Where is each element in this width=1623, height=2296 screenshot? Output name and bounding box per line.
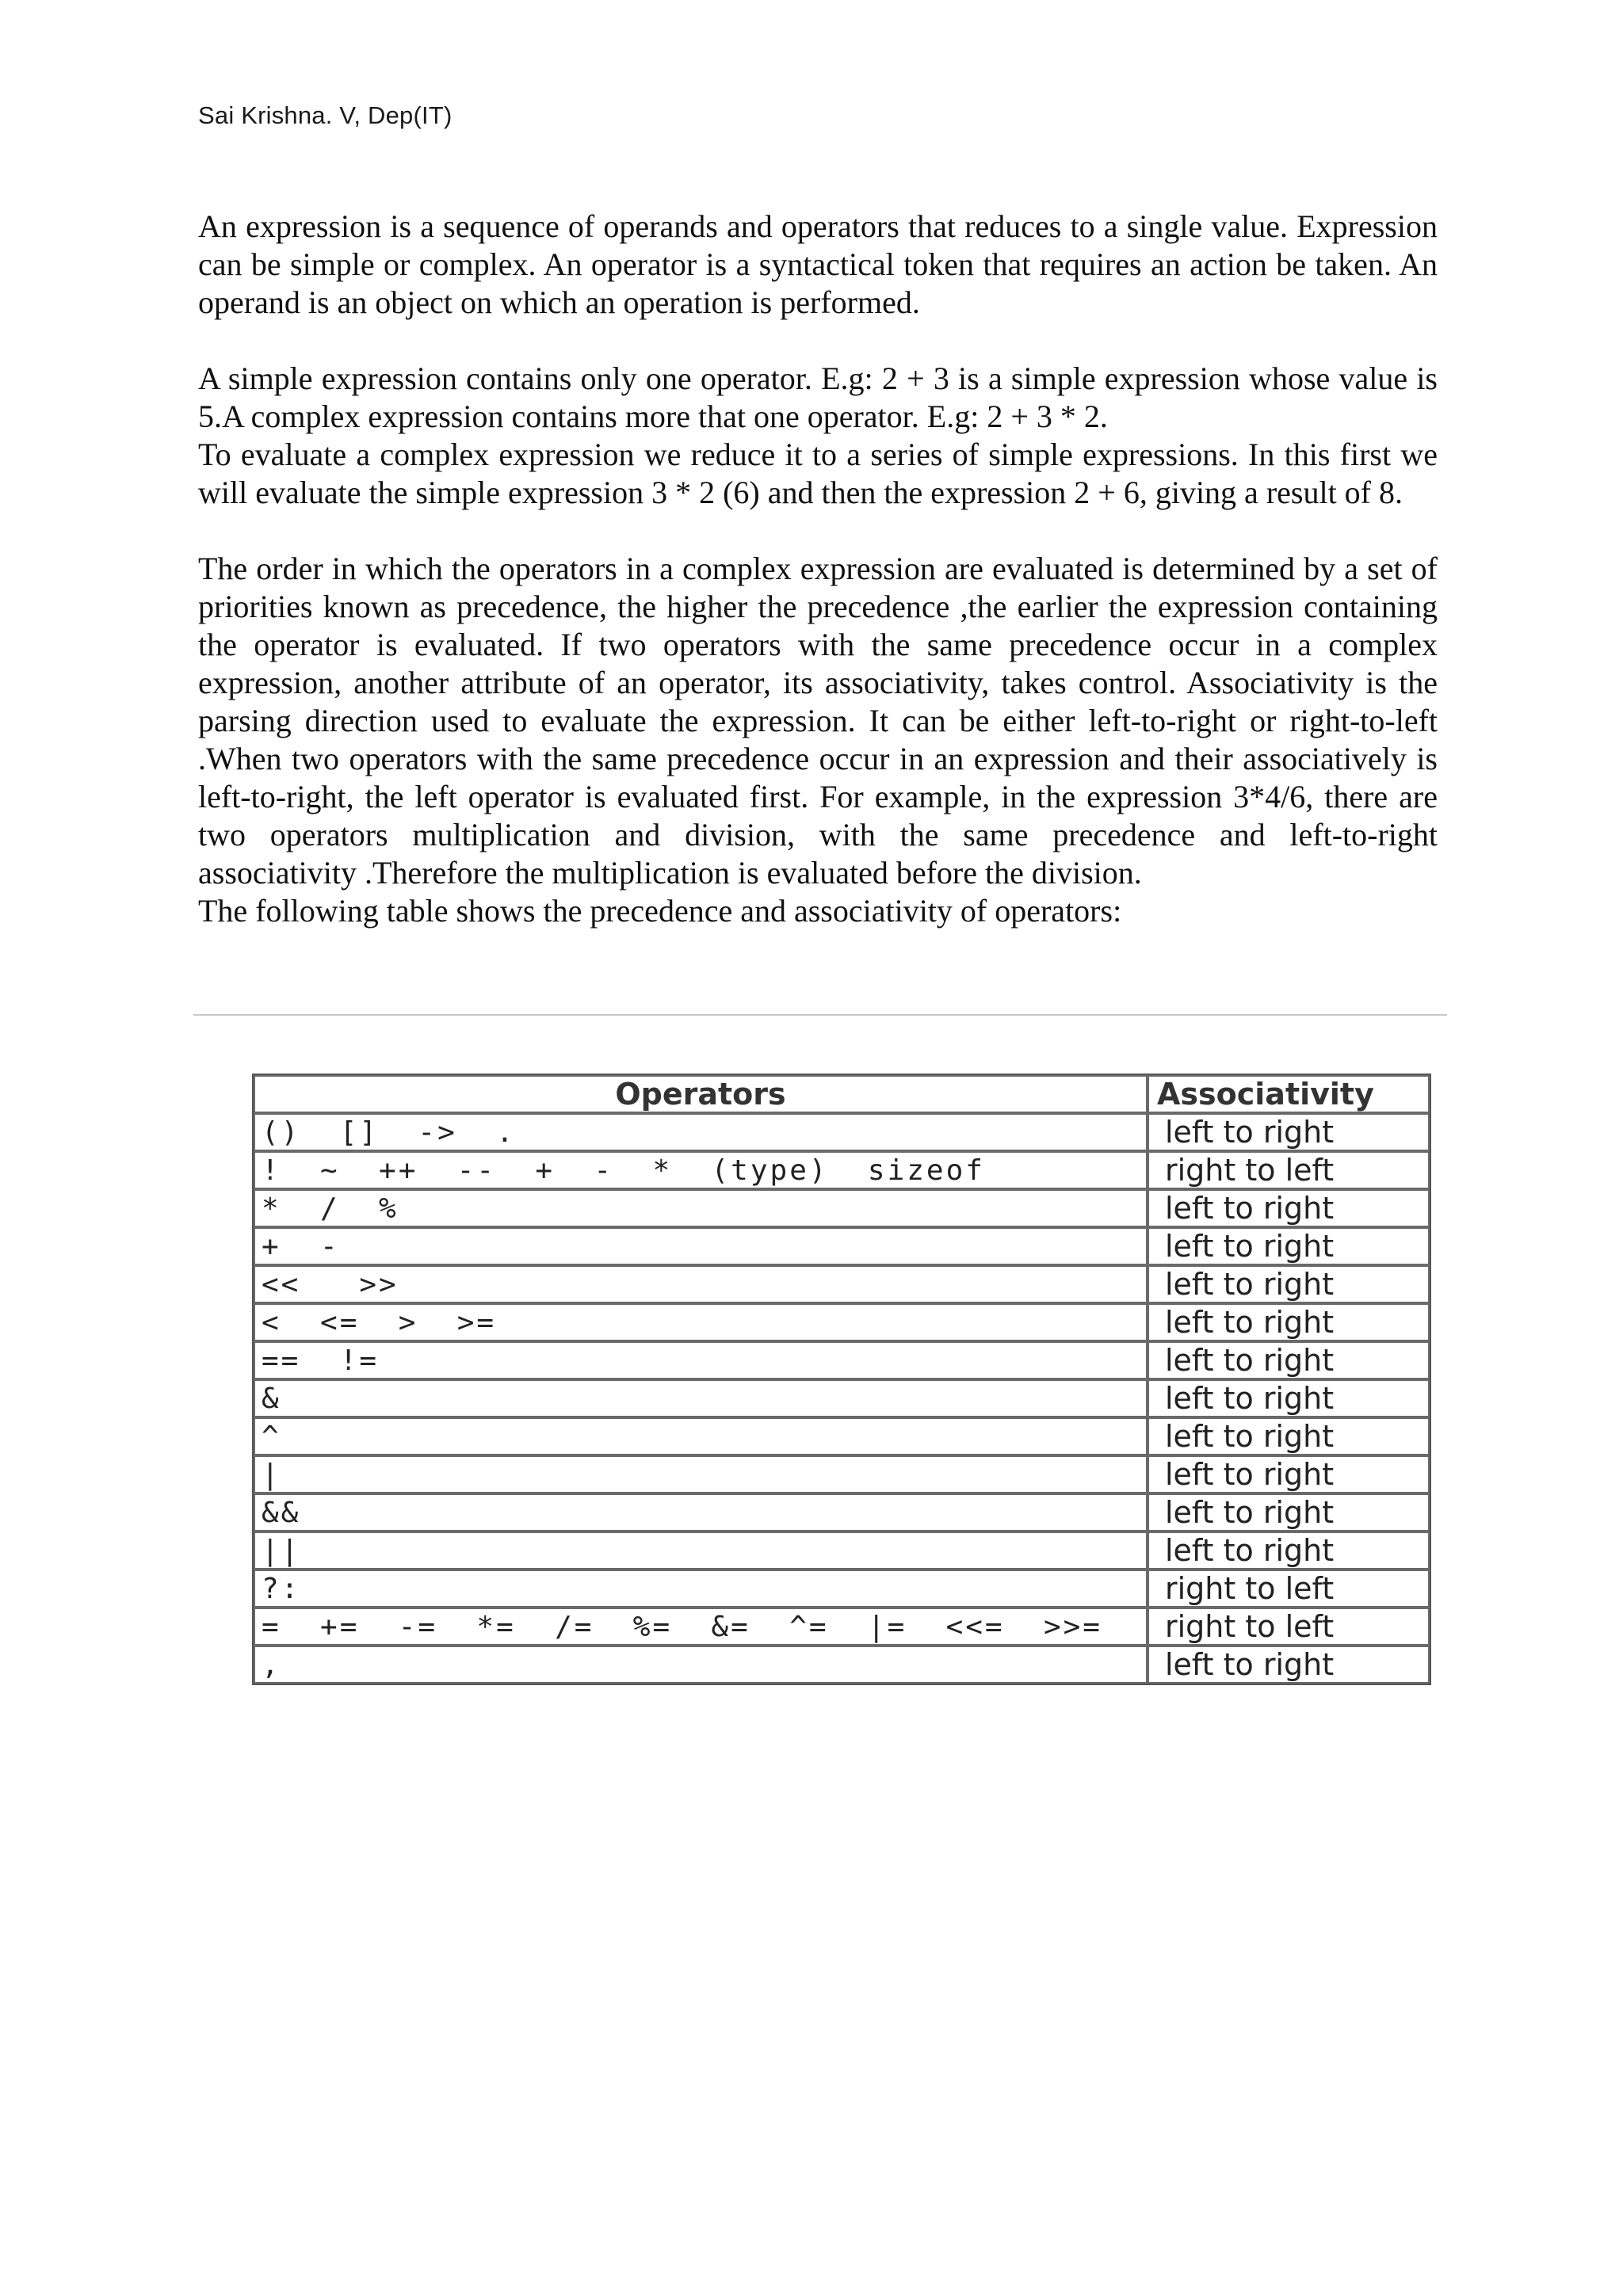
operators-cell: * / % — [254, 1189, 1148, 1227]
operators-cell: < <= > >= — [254, 1303, 1148, 1341]
paragraph-complex-evaluation: To evaluate a complex expression we reduce it to a series of simple expressions. In this first we will evaluate the simple expression 3 * 2 (6) and then the expression 2 + 6, giving a result of 8. — [198, 437, 1438, 510]
associativity-cell: left to right — [1148, 1493, 1430, 1531]
paragraph-precedence-associativity: The order in which the operators in a complex expression are evaluated is determined by a set of priorities known as precedence, the higher the precedence ,the earlier the expression containing the operator is evaluated. If two operators with the same precedence occur in a complex expression, another attribute of an operator, its associativity, takes control. Associativity is the parsing direction used to evaluate the expression. It can be either left-to-right or right-to-left .When two operators with the same precedence occur in an expression and their associatively is left-to-right, the left operator is evaluated first. For example, in the expression 3*4/6, there are two operators multiplication and division, with the same precedence and left-to-right associativity .Therefore the multiplication is evaluated before the division. — [198, 551, 1438, 891]
operators-cell: == != — [254, 1341, 1148, 1379]
associativity-cell: left to right — [1148, 1417, 1430, 1455]
operators-cell: ?: — [254, 1569, 1148, 1608]
associativity-cell: left to right — [1148, 1227, 1430, 1265]
column-header-associativity: Associativity — [1148, 1075, 1430, 1113]
operators-cell: ^ — [254, 1417, 1148, 1455]
table-row — [254, 1265, 1430, 1303]
table-row — [254, 1227, 1430, 1265]
operators-cell: , — [254, 1646, 1148, 1684]
associativity-cell: left to right — [1148, 1379, 1430, 1417]
operators-cell: + - — [254, 1227, 1148, 1265]
associativity-cell: right to left — [1148, 1151, 1430, 1189]
table-header-row — [254, 1075, 1430, 1113]
operators-cell: & — [254, 1379, 1148, 1417]
table-row — [254, 1608, 1430, 1646]
associativity-cell: left to right — [1148, 1113, 1430, 1151]
operators-cell: () [] -> . — [254, 1113, 1148, 1151]
operators-cell: ! ~ ++ -- + - * (type) sizeof — [254, 1151, 1148, 1189]
table-row — [254, 1569, 1430, 1608]
operators-cell: << >> — [254, 1265, 1148, 1303]
operators-cell: && — [254, 1493, 1148, 1531]
operators-cell: || — [254, 1531, 1148, 1569]
table-row — [254, 1455, 1430, 1493]
associativity-cell: right to left — [1148, 1569, 1430, 1608]
operator-precedence-table — [252, 1074, 1431, 1685]
table-row — [254, 1493, 1430, 1531]
table-row — [254, 1341, 1430, 1379]
table-row — [254, 1303, 1430, 1341]
column-header-operators: Operators — [254, 1075, 1148, 1113]
associativity-cell: right to left — [1148, 1608, 1430, 1646]
table-row — [254, 1379, 1430, 1417]
document-body — [198, 208, 1438, 930]
table-row — [254, 1113, 1430, 1151]
paragraph-simple-expression: A simple expression contains only one operator. E.g: 2 + 3 is a simple expression whose value is 5.A complex expression contains more that one operator. E.g: 2 + 3 * 2. — [198, 360, 1438, 434]
associativity-cell: left to right — [1148, 1341, 1430, 1379]
operators-cell: | — [254, 1455, 1148, 1493]
paragraph-table-intro: The following table shows the precedence and associativity of operators: — [198, 893, 1122, 929]
table-row — [254, 1646, 1430, 1684]
associativity-cell: left to right — [1148, 1265, 1430, 1303]
table-row — [254, 1189, 1430, 1227]
horizontal-divider — [193, 1014, 1447, 1016]
paragraph-expression-definition: An expression is a sequence of operands and operators that reduces to a single value. Expression can be simple or complex. An operator is a syntactical token that requires an action be taken. An operand is an object on which an operation is performed. — [198, 208, 1438, 320]
page-header-author: Sai Krishna. V, Dep(IT) — [198, 101, 453, 129]
associativity-cell: left to right — [1148, 1189, 1430, 1227]
table-row — [254, 1531, 1430, 1569]
table-row — [254, 1151, 1430, 1189]
table-row — [254, 1417, 1430, 1455]
associativity-cell: left to right — [1148, 1455, 1430, 1493]
associativity-cell: left to right — [1148, 1531, 1430, 1569]
associativity-cell: left to right — [1148, 1303, 1430, 1341]
operators-cell: = += -= *= /= %= &= ^= |= <<= >>= — [254, 1608, 1148, 1646]
associativity-cell: left to right — [1148, 1646, 1430, 1684]
